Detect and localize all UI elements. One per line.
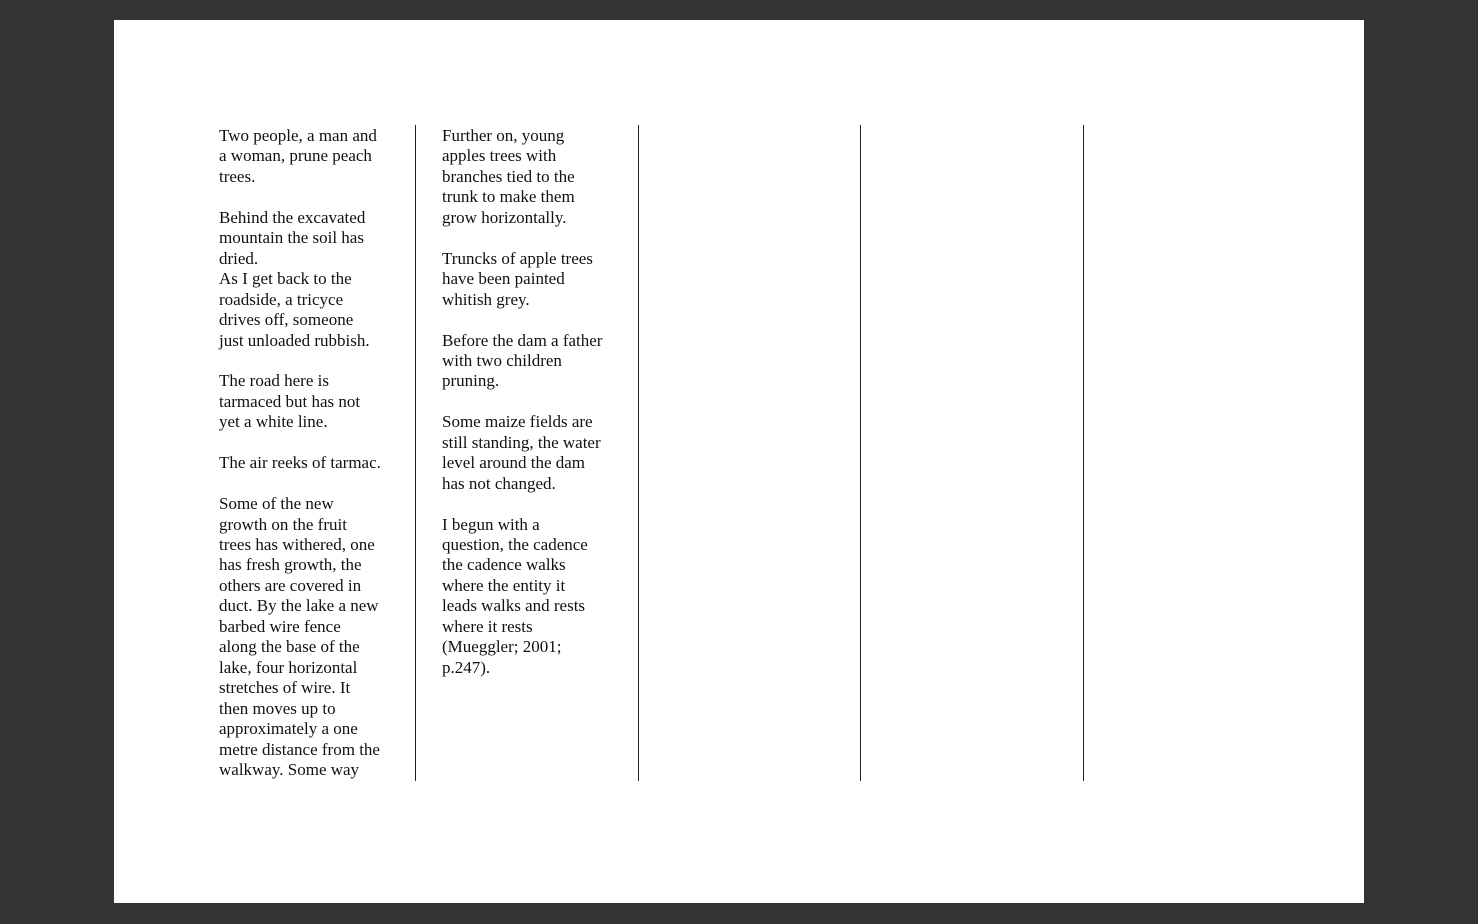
paragraph: I begun with a question, the cadence the cadence walks where the entity it leads walks and rests where it rests (Mueggler; 2001; p.247).: [442, 514, 588, 677]
paragraph: Some of the new growth on the fruit trees has withered, one has fresh growth, the others are covered in duct. By the lake a new barbed wire fence along the base of the lake, four horizontal stretches of wire. It then moves up to approximately a one metre distance from the walkway. Some way: [219, 494, 380, 779]
column-divider: [860, 125, 861, 781]
paragraph: Two people, a man and a woman, prune peach trees.: [219, 126, 377, 186]
column-divider: [415, 125, 416, 781]
text-column-1: [219, 126, 399, 780]
paragraph: Before the dam a father with two children pruning.: [442, 330, 603, 391]
text-column-2: [442, 126, 622, 678]
paragraph: Further on, young apples trees with branches tied to the trunk to make them grow horizontally.: [442, 126, 575, 227]
paragraph: Some maize fields are still standing, the water level around the dam has not changed.: [442, 412, 601, 493]
document-page: [114, 20, 1364, 903]
column-divider: [638, 125, 639, 781]
column-divider: [1083, 125, 1084, 781]
paragraph: As I get back to the roadside, a tricyce drives off, someone just unloaded rubbish.: [219, 269, 370, 350]
paragraph: Truncks of apple trees have been painted whitish grey.: [442, 248, 593, 309]
paragraph: The air reeks of tarmac.: [219, 453, 381, 473]
paragraph: The road here is tarmaced but has not yet a white line.: [219, 371, 361, 432]
paragraph: Behind the excavated mountain the soil has dried.: [219, 207, 366, 268]
